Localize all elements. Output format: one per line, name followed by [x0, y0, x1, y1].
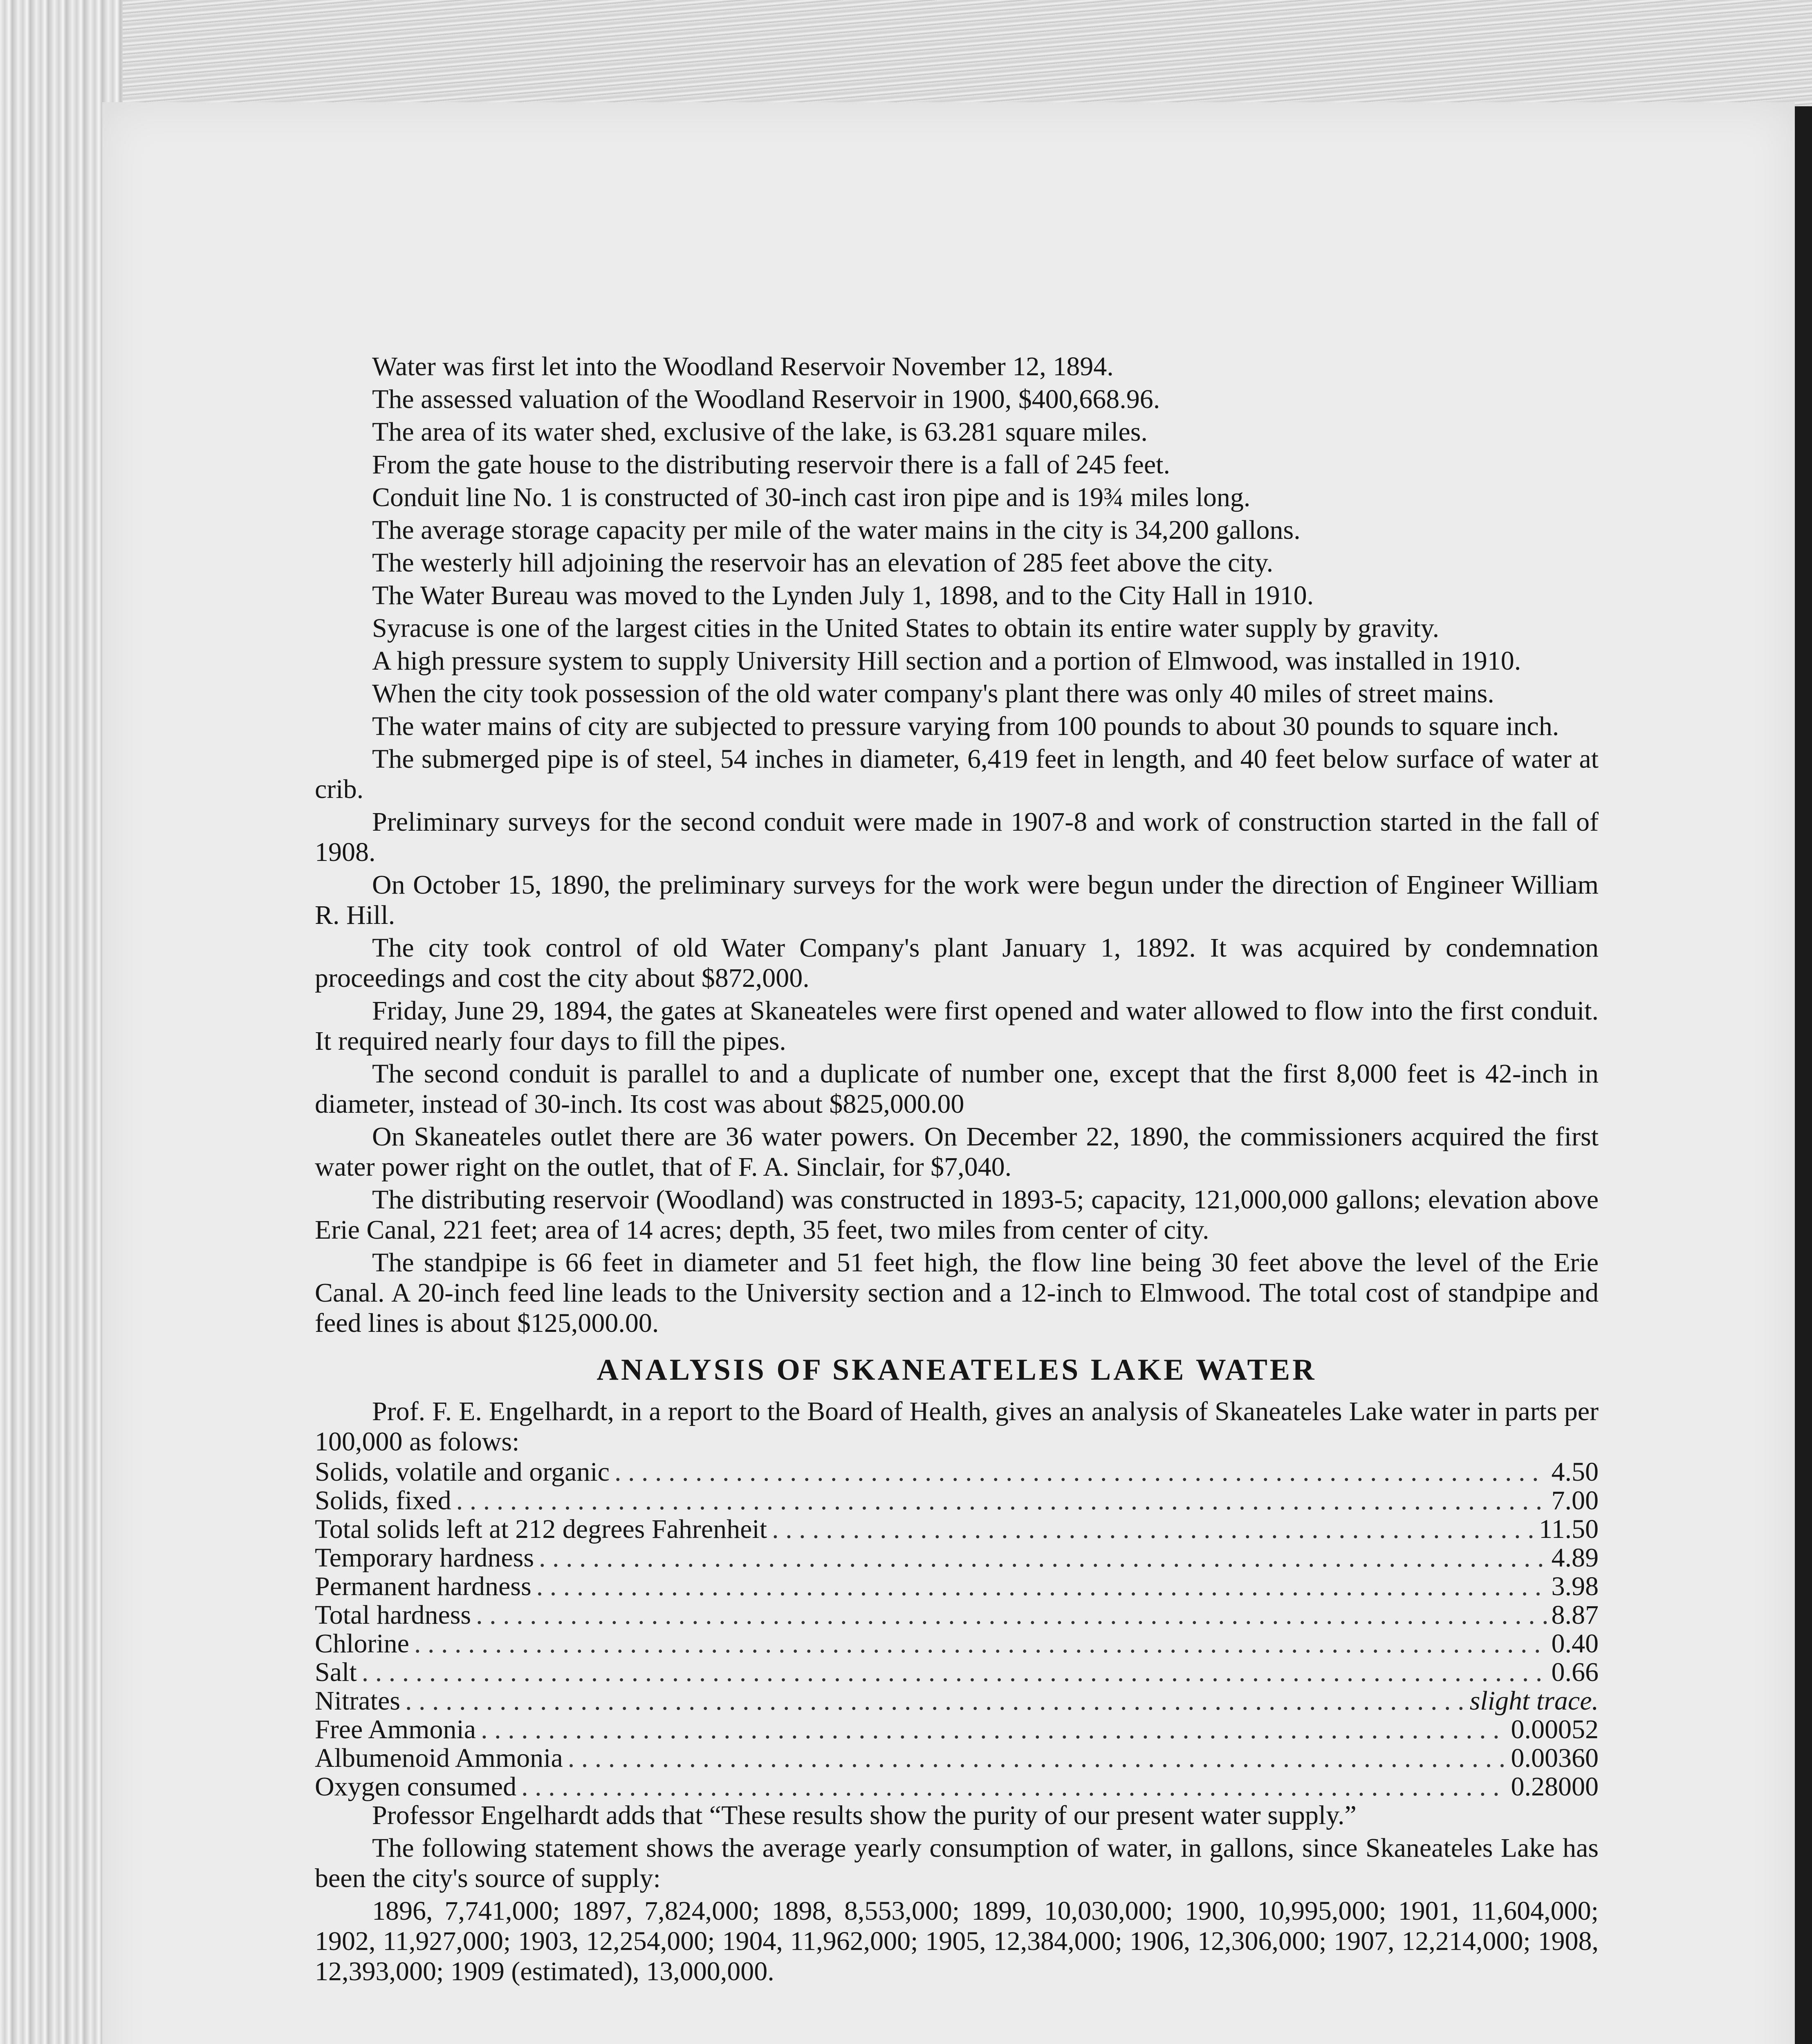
- fact-paragraph: The area of its water shed, exclusive of the lake, is 63.281 square miles.: [372, 417, 1148, 447]
- analysis-row: [315, 1629, 1599, 1657]
- page-content: [315, 352, 1599, 1989]
- fact-paragraph: Preliminary surveys for the second conduit were made in 1907-8 and work of construction started in the fall of 1908.: [315, 807, 1599, 867]
- fact-paragraph: The city took control of old Water Company's plant January 1, 1892. It was acquired by condemnation proceedings and cost the city about $872,000.: [315, 933, 1599, 993]
- fact-paragraph: The westerly hill adjoining the reservoir has an elevation of 285 feet above the city.: [372, 548, 1274, 578]
- fact-paragraph: From the gate house to the distributing reservoir there is a fall of 245 feet.: [372, 450, 1170, 480]
- analysis-row: [315, 1743, 1599, 1772]
- dot-leader: [539, 1543, 1546, 1573]
- analysis-value: 0.28000: [1511, 1772, 1599, 1802]
- dot-leader: [414, 1629, 1547, 1659]
- analysis-value: 0.40: [1551, 1629, 1599, 1659]
- fact-paragraph: The distributing reservoir (Woodland) was constructed in 1893-5; capacity, 121,000,000 gallons; elevation above Erie Canal, 221 feet; area of 14 acres; depth, 35 feet, two miles from center of city.: [315, 1185, 1599, 1245]
- analysis-row: [315, 1457, 1599, 1486]
- fact-paragraph: The submerged pipe is of steel, 54 inches in diameter, 6,419 feet in length, and 40 feet below surface of water at crib.: [315, 744, 1599, 804]
- dot-leader: [568, 1743, 1506, 1773]
- fact-paragraph: The assessed valuation of the Woodland Reservoir in 1900, $400,668.96.: [372, 384, 1160, 414]
- analysis-row: [315, 1686, 1599, 1715]
- fact-paragraph: Syracuse is one of the largest cities in the United States to obtain its entire water supply by gravity.: [372, 613, 1440, 643]
- analysis-value: 7.00: [1551, 1486, 1599, 1515]
- analysis-row: [315, 1514, 1599, 1543]
- analysis-value: slight trace.: [1469, 1686, 1599, 1716]
- analysis-value: 4.50: [1551, 1457, 1599, 1487]
- dot-leader: [362, 1657, 1547, 1688]
- analysis-row: [315, 1543, 1599, 1571]
- dot-leader: [456, 1486, 1547, 1516]
- fact-paragraph: Water was first let into the Woodland Reservoir November 12, 1894.: [372, 352, 1114, 381]
- dot-leader: [476, 1600, 1546, 1630]
- fact-paragraph: Conduit line No. 1 is constructed of 30-inch cast iron pipe and is 19¾ miles long.: [372, 482, 1251, 512]
- page-stack-top-edge: [0, 0, 1812, 106]
- analysis-value: 0.66: [1551, 1657, 1599, 1687]
- analysis-label: Total solids left at 212 degrees Fahrenheit: [315, 1514, 767, 1544]
- analysis-value: 11.50: [1538, 1514, 1599, 1544]
- analysis-row: [315, 1571, 1599, 1600]
- analysis-row: [315, 1772, 1599, 1800]
- fact-paragraph: A high pressure system to supply University Hill section and a portion of Elmwood, was installed in 1910.: [372, 646, 1521, 676]
- analysis-table: [315, 1457, 1599, 1800]
- analysis-label: Permanent hardness: [315, 1571, 531, 1601]
- dot-leader: [536, 1571, 1547, 1602]
- analysis-label: Solids, volatile and organic: [315, 1457, 610, 1487]
- analysis-value: 8.87: [1551, 1600, 1599, 1630]
- analysis-value: 0.00052: [1511, 1715, 1599, 1744]
- analysis-row: [315, 1657, 1599, 1686]
- analysis-label: Total hardness: [315, 1600, 471, 1630]
- dot-leader: [772, 1514, 1534, 1544]
- fact-paragraph: The Water Bureau was moved to the Lynden July 1, 1898, and to the City Hall in 1910.: [372, 580, 1314, 610]
- analysis-label: Free Ammonia: [315, 1715, 476, 1744]
- fact-paragraph: The water mains of city are subjected to pressure varying from 100 pounds to about 30 pounds to square inch.: [372, 711, 1559, 741]
- closing-paragraph: The following statement shows the average yearly consumption of water, in gallons, since Skaneateles Lake has been the city's source of supply:: [315, 1833, 1599, 1893]
- dot-leader: [521, 1772, 1506, 1802]
- fact-paragraph: When the city took possession of the old water company's plant there was only 40 miles of street mains.: [372, 679, 1494, 708]
- fact-paragraph: The standpipe is 66 feet in diameter and 51 feet high, the flow line being 30 feet above the level of the Erie Canal. A 20-inch feed line leads to the University section and a 12-inch to Elmwood. The total cost of standpipe and feed lines is about $125,000.00.: [315, 1248, 1599, 1338]
- dot-leader: [614, 1457, 1546, 1487]
- analysis-value: 4.89: [1551, 1543, 1599, 1573]
- fact-paragraph: The second conduit is parallel to and a duplicate of number one, except that the first 8,000 feet is 42-inch in diameter, instead of 30-inch. Its cost was about $825,000.00: [315, 1059, 1599, 1119]
- analysis-row: [315, 1486, 1599, 1514]
- closing-section: [315, 1800, 1599, 1987]
- analysis-value: 3.98: [1551, 1571, 1599, 1601]
- analysis-label: Salt: [315, 1657, 357, 1687]
- dot-leader: [481, 1715, 1506, 1745]
- analysis-label: Solids, fixed: [315, 1486, 451, 1515]
- analysis-row: [315, 1715, 1599, 1743]
- analysis-label: Temporary hardness: [315, 1543, 534, 1573]
- analysis-label: Nitrates: [315, 1686, 400, 1716]
- section-heading: ANALYSIS OF SKANEATELES LAKE WATER: [597, 1353, 1317, 1387]
- closing-paragraph: Professor Engelhardt adds that “These results show the purity of our present water supply.”: [372, 1800, 1357, 1830]
- analysis-label: Oxygen consumed: [315, 1772, 517, 1802]
- consumption-paragraph: 1896, 7,741,000; 1897, 7,824,000; 1898, 8,553,000; 1899, 10,030,000; 1900, 10,995,000; 1901, 11,604,000; 1902, 11,927,000; 1903, 12,254,000; 1904, 11,962,000; 1905, 12,384,000; 1906, 12,306,000; 1907, 12,214,000; 1908, 12,393,000; 1909 (estimated), 13,000,000.: [315, 1896, 1599, 1986]
- fact-paragraph: On October 15, 1890, the preliminary surveys for the work were begun under the direction of Engineer William R. Hill.: [315, 870, 1599, 930]
- fact-paragraph: On Skaneateles outlet there are 36 water powers. On December 22, 1890, the commissioners acquired the first water power right on the outlet, that of F. A. Sinclair, for $7,040.: [315, 1122, 1599, 1182]
- analysis-value: 0.00360: [1511, 1743, 1599, 1773]
- fact-paragraph: The average storage capacity per mile of the water mains in the city is 34,200 gallons.: [372, 515, 1301, 545]
- analysis-label: Albumenoid Ammonia: [315, 1743, 563, 1773]
- dot-leader: [405, 1686, 1465, 1716]
- facts-section: [315, 352, 1599, 1338]
- analysis-row: [315, 1600, 1599, 1629]
- fact-paragraph: Friday, June 29, 1894, the gates at Skaneateles were first opened and water allowed to flow into the first conduit. It required nearly four days to fill the pipes.: [315, 996, 1599, 1056]
- analysis-intro: Prof. F. E. Engelhardt, in a report to the Board of Health, gives an analysis of Skaneateles Lake water in parts per 100,000 as folows:: [315, 1396, 1599, 1457]
- analysis-label: Chlorine: [315, 1629, 409, 1659]
